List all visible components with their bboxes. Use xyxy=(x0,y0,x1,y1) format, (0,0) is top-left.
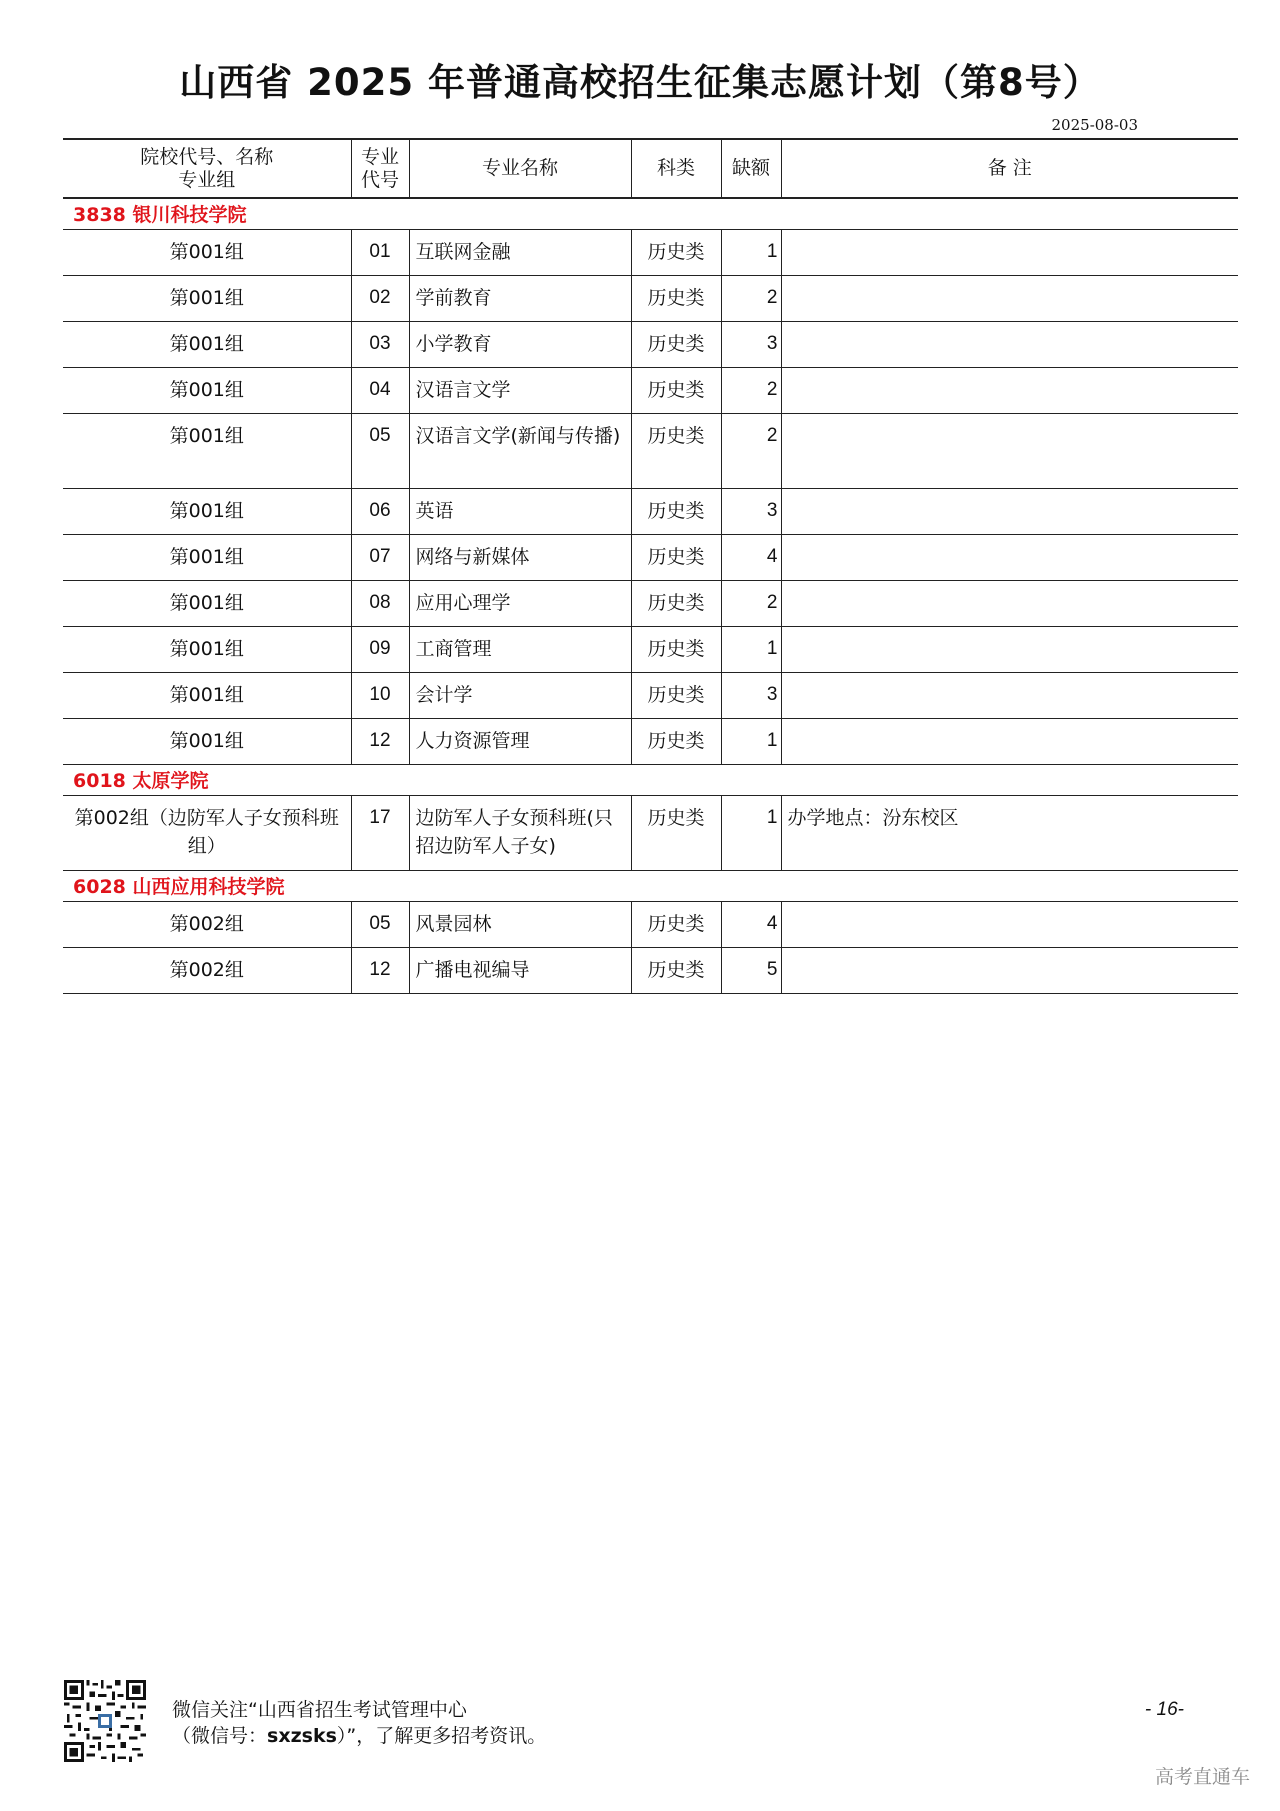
code-cell: 07 xyxy=(351,535,409,581)
note-cell xyxy=(781,902,1238,948)
footer-line2 xyxy=(172,1723,546,1749)
major-name-cell: 应用心理学 xyxy=(409,581,631,627)
table-row xyxy=(63,902,1238,948)
major-name-cell: 学前教育 xyxy=(409,276,631,322)
type-cell: 历史类 xyxy=(631,796,721,871)
quota-cell: 2 xyxy=(721,414,781,489)
table-row xyxy=(63,230,1238,276)
group-cell: 第001组 xyxy=(63,535,351,581)
type-cell: 历史类 xyxy=(631,368,721,414)
quota-cell: 4 xyxy=(721,902,781,948)
type-cell: 历史类 xyxy=(631,414,721,489)
footer-line1: 微信关注“山西省招生考试管理中心 xyxy=(172,1699,467,1721)
code-cell: 01 xyxy=(351,230,409,276)
quota-cell: 2 xyxy=(721,276,781,322)
major-name-cell: 汉语言文学 xyxy=(409,368,631,414)
table-row xyxy=(63,627,1238,673)
table-row xyxy=(63,489,1238,535)
footer-line2-a: （微信号： xyxy=(172,1725,268,1747)
table-row xyxy=(63,673,1238,719)
group-cell: 第002组（边防军人子女预科班组） xyxy=(63,796,351,871)
note-cell xyxy=(781,627,1238,673)
major-name-cell: 小学教育 xyxy=(409,322,631,368)
code-cell: 05 xyxy=(351,902,409,948)
note-cell xyxy=(781,719,1238,765)
note-cell xyxy=(781,581,1238,627)
header-code-line2: 代号 xyxy=(360,168,399,191)
quota-cell: 1 xyxy=(721,796,781,871)
code-cell: 06 xyxy=(351,489,409,535)
table-row xyxy=(63,535,1238,581)
header-note: 备 注 xyxy=(781,139,1238,198)
major-name-cell: 广播电视编导 xyxy=(409,948,631,994)
type-cell: 历史类 xyxy=(631,489,721,535)
header-group-line1: 院校代号、名称 xyxy=(140,145,274,168)
quota-cell: 3 xyxy=(721,322,781,368)
code-cell: 10 xyxy=(351,673,409,719)
group-cell: 第001组 xyxy=(63,230,351,276)
footer-line2-c: ）”，了解更多招考资讯。 xyxy=(336,1725,547,1747)
header-code xyxy=(351,139,409,198)
quota-cell: 5 xyxy=(721,948,781,994)
type-cell: 历史类 xyxy=(631,535,721,581)
group-cell: 第001组 xyxy=(63,673,351,719)
major-name-cell: 汉语言文学(新闻与传播) xyxy=(409,414,631,489)
quota-cell: 1 xyxy=(721,719,781,765)
qr-code-icon xyxy=(64,1680,146,1762)
table-row xyxy=(63,948,1238,994)
note-cell xyxy=(781,322,1238,368)
header-type: 科类 xyxy=(631,139,721,198)
quota-cell: 2 xyxy=(721,368,781,414)
quota-cell: 1 xyxy=(721,230,781,276)
wechat-id: sxzsks xyxy=(267,1725,337,1747)
note-cell xyxy=(781,673,1238,719)
group-cell: 第001组 xyxy=(63,414,351,489)
group-cell: 第001组 xyxy=(63,368,351,414)
quota-cell: 4 xyxy=(721,535,781,581)
table-header-row xyxy=(63,139,1238,198)
type-cell: 历史类 xyxy=(631,673,721,719)
table-row xyxy=(63,322,1238,368)
code-cell: 17 xyxy=(351,796,409,871)
code-cell: 12 xyxy=(351,948,409,994)
code-cell: 05 xyxy=(351,414,409,489)
group-cell: 第001组 xyxy=(63,719,351,765)
quota-cell: 1 xyxy=(721,627,781,673)
type-cell: 历史类 xyxy=(631,627,721,673)
code-cell: 12 xyxy=(351,719,409,765)
group-cell: 第001组 xyxy=(63,322,351,368)
code-cell: 03 xyxy=(351,322,409,368)
type-cell: 历史类 xyxy=(631,230,721,276)
quota-cell: 2 xyxy=(721,581,781,627)
header-code-line1: 专业 xyxy=(360,145,399,168)
table-row xyxy=(63,276,1238,322)
note-cell xyxy=(781,230,1238,276)
code-cell: 02 xyxy=(351,276,409,322)
note-cell xyxy=(781,368,1238,414)
major-name-cell: 人力资源管理 xyxy=(409,719,631,765)
group-cell: 第001组 xyxy=(63,489,351,535)
header-quota: 缺额 xyxy=(721,139,781,198)
table-row xyxy=(63,368,1238,414)
table-row xyxy=(63,719,1238,765)
watermark: 高考直通车 xyxy=(1154,1766,1250,1788)
footer-text xyxy=(172,1697,546,1749)
school-title: 6018 太原学院 xyxy=(63,765,1238,796)
major-name-cell: 边防军人子女预科班(只招边防军人子女) xyxy=(409,796,631,871)
code-cell: 04 xyxy=(351,368,409,414)
school-title: 3838 银川科技学院 xyxy=(63,198,1238,230)
type-cell: 历史类 xyxy=(631,581,721,627)
table-row xyxy=(63,581,1238,627)
group-cell: 第001组 xyxy=(63,581,351,627)
table-row xyxy=(63,796,1238,871)
type-cell: 历史类 xyxy=(631,322,721,368)
page-number: - 16- xyxy=(1144,1699,1184,1720)
code-cell: 09 xyxy=(351,627,409,673)
major-name-cell: 网络与新媒体 xyxy=(409,535,631,581)
group-cell: 第002组 xyxy=(63,902,351,948)
header-group-line2: 专业组 xyxy=(178,168,236,191)
group-cell: 第001组 xyxy=(63,627,351,673)
type-cell: 历史类 xyxy=(631,276,721,322)
type-cell: 历史类 xyxy=(631,719,721,765)
note-cell: 办学地点：汾东校区 xyxy=(781,796,1238,871)
note-cell xyxy=(781,489,1238,535)
note-cell xyxy=(781,276,1238,322)
group-cell: 第002组 xyxy=(63,948,351,994)
school-row xyxy=(63,198,1238,230)
group-cell: 第001组 xyxy=(63,276,351,322)
major-name-cell: 会计学 xyxy=(409,673,631,719)
document-date: 2025-08-03 xyxy=(1051,116,1138,134)
note-cell xyxy=(781,948,1238,994)
table-row xyxy=(63,414,1238,489)
major-name-cell: 风景园林 xyxy=(409,902,631,948)
school-row xyxy=(63,871,1238,902)
quota-cell: 3 xyxy=(721,673,781,719)
note-cell xyxy=(781,414,1238,489)
type-cell: 历史类 xyxy=(631,902,721,948)
major-name-cell: 工商管理 xyxy=(409,627,631,673)
school-row xyxy=(63,765,1238,796)
school-title: 6028 山西应用科技学院 xyxy=(63,871,1238,902)
header-group xyxy=(63,139,351,198)
major-name-cell: 英语 xyxy=(409,489,631,535)
table-body xyxy=(63,198,1238,994)
header-name: 专业名称 xyxy=(409,139,631,198)
document-title: 山西省 2025 年普通高校招生征集志愿计划（第8号） xyxy=(179,61,1101,104)
type-cell: 历史类 xyxy=(631,948,721,994)
enrollment-plan-table xyxy=(63,138,1238,994)
note-cell xyxy=(781,535,1238,581)
code-cell: 08 xyxy=(351,581,409,627)
quota-cell: 3 xyxy=(721,489,781,535)
major-name-cell: 互联网金融 xyxy=(409,230,631,276)
